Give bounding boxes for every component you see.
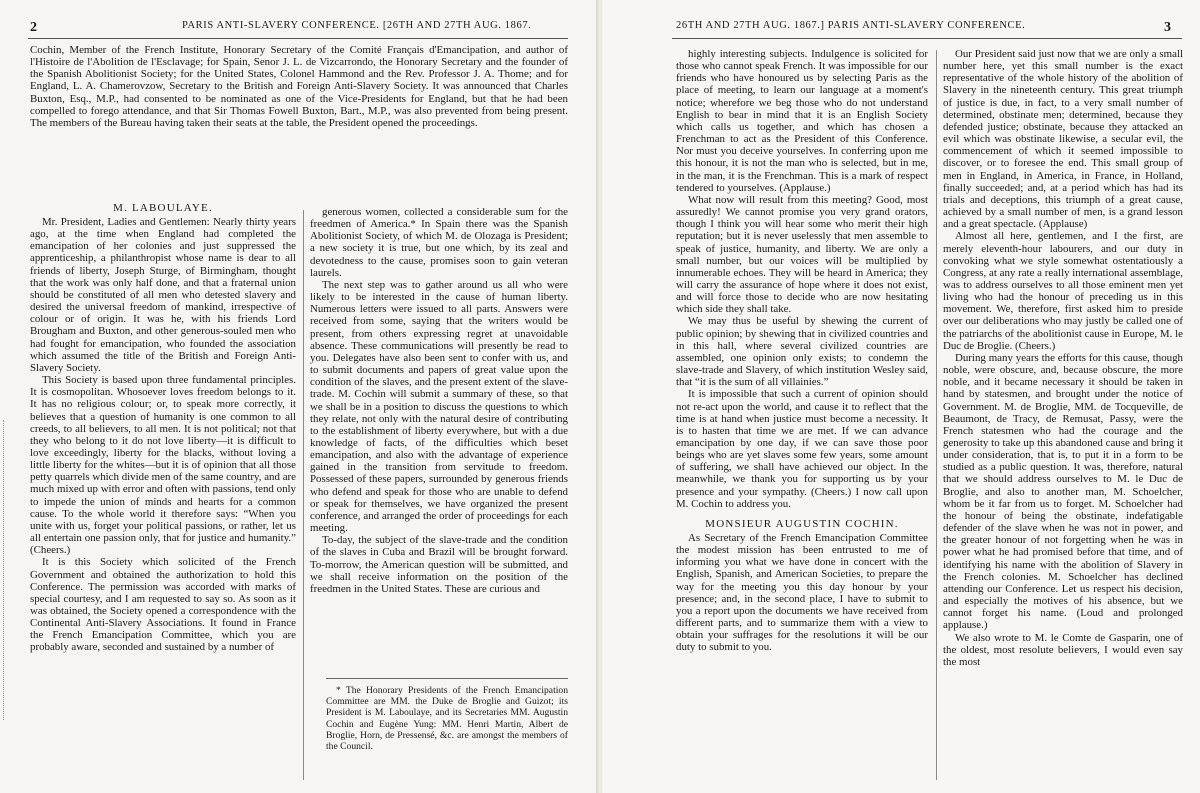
binding-edge-mark bbox=[3, 420, 8, 720]
page-number: 2 bbox=[30, 20, 37, 35]
footnote bbox=[326, 678, 568, 752]
paragraph: We may thus be useful by shewing the current of public opinion; by shewing that in civilized countries and in this hall, where several civilized countries are assembled, one opinion only exists; to condemn the slave-trade and Slavery, of which institution Wesley said, that “it is the sum of all villainies.” bbox=[676, 315, 928, 389]
paragraph: generous women, collected a considerable sum for the freedmen of America.* In Spain there was the Spanish Abolitionist Society, of which M. de Olozaga is President; a new society it is true, but one which, by its zeal and devotedness to the cause, promises soon to gain veteran laurels. bbox=[310, 206, 568, 279]
footnote-text: * The Honorary Presidents of the French Emancipation Committee are MM. the Duke de Broglie and Guizot; its President is M. Laboulaye, and its Secretaries MM. Augustin Cochin and Eugène Yung: MM. Henri Martin, Albert de Broglie, Horn, de Pressensé, &c. are amongst the members of the Council. bbox=[326, 685, 568, 753]
paragraph: Mr. President, Ladies and Gentlemen: Nearly thirty years ago, at the time when England had completed the emancipation of her colonies and just suppressed the apprenticeship, a philanthropist whose name is dear to all friends of liberty, Joseph Sturge, of Birmingham, thought that the work was only half done, and that a fraternal union should be constituted of all men who detested slavery and desired the universal freedom of mankind, irrespective of colour or of origin. It was he, with his friends Lord Brougham and Buxton, and other generous-souled men who had fought for emancipation, who founded the association which assumed the title of the British and Foreign Anti-Slavery Society. bbox=[30, 216, 296, 374]
header-rule bbox=[672, 38, 1182, 39]
intro-section bbox=[30, 44, 568, 194]
paragraph: Our President said just now that we are only a small number here, yet this small number is the exact representative of the whole history of the abolition of Slavery in the nineteenth century. This great triumph of justice is due, in fact, to a very small number of determined, obstinate men; determined, because they defended justice; obstinate, because they attacked an evil which was obstinate likewise, a secular evil, the commencement of which it seemed impossible to discover, or to foresee the end. This small group of men in England, in America, in France, in Holland, finally succeeded; and, at a period which has had its trials and deceptions, this triumph of a great cause, achieved by a small number of men, is a grand lesson and a great spectacle. (Applause) bbox=[943, 48, 1183, 231]
running-head: 26TH AND 27TH AUG. 1867.] PARIS ANTI-SLAVERY CONFERENCE. bbox=[676, 20, 1026, 31]
header-rule bbox=[28, 38, 568, 39]
right-page bbox=[602, 0, 1200, 793]
speaker-heading: MONSIEUR AUGUSTIN COCHIN. bbox=[705, 517, 899, 530]
paragraph: It is this Society which solicited of the French Government and obtained the authorization to hold this Conference. The permission was accorded with marks of special courtesy, and I am requested to say so. As soon as it was obtained, the Society opened a correspondence with the Continental Anti-Slavery Associations. It found in France the French Emancipation Committee, which you are probably aware, seconded and sustained by a number of bbox=[30, 556, 296, 654]
paragraph: We also wrote to M. le Comte de Gasparin, one of the oldest, most resolute believers, I would even say the most bbox=[943, 631, 1183, 668]
right-column-2 bbox=[943, 48, 1183, 793]
intro-paragraph: Cochin, Member of the French Institute, Honorary Secretary of the Comité Français d'Emancipation, and author of l'Histoire de l'Abolition de l'Esclavage; for Spain, Senor J. L. de Vizcarrondo, the Honorary Secretary and the founder of the Spanish Abolitionist Society; for the United States, Colonel Hammond and the Rev. Professor J. A. Thome; and for England, L. A. Chamerovzow, Secretary to the British and Foreign Anti-Slavery Society. It was announced that Charles Buxton, Esq., M.P., had consented to be nominated as one of the Vice-Presidents for England, but that he had been compelled to forego attendance, and that Sir Thomas Fowell Buxton, Bart., M.P., was also prevented from being present. The members of the Bureau having taken their seats at the table, the President opened the proceedings. bbox=[30, 44, 568, 129]
column-divider bbox=[303, 210, 304, 780]
left-column-1 bbox=[30, 198, 296, 793]
paragraph: This Society is based upon three fundamental principles. It is cosmopolitan. Whosoever loves freedom belongs to it. It has no religious colour; or, to speak more correctly, it believes that a question of humanity is one common to all creeds, to all believers, to all men. It is not political; not that they who belong to it do not love liberty—it is difficult to love exceedingly, liberty for the blacks, without loving a little liberty for the whites—but it is of opinion that all those petty quarrels which divide men of the same country, and are much mixed up with error and often with passions, tend only to impede the union of minds and hearts for a common cause. To the whole world it therefore says: “When you unite with us, forget your political passions, or rather, let us all entertain one passion only, that for justice and humanity.” (Cheers.) bbox=[30, 374, 296, 557]
paragraph: As Secretary of the French Emancipation Committee the modest mission has been entrusted to me of informing you what we have done in concert with the English, Spanish, and American Societies, to prepare the way for the meeting you this day honour by your presence; and, in the second place, I have to submit to you a report upon the documents we have received from different parts, and to summarize them with a view to obtain your suffrages for the resolutions it will be our duty to submit to you. bbox=[676, 531, 928, 654]
right-column-1 bbox=[676, 48, 928, 793]
paragraph: highly interesting subjects. Indulgence is solicited for those who cannot speak French. It was impossible for our friends who have honoured us by selecting Paris as the place of meeting, to learn our language at a moment's notice; wherefore we beg those who do not understand English to bear in mind that it is an English Society which calls us together, and which has chosen a Frenchman to act as the President of this Conference. Nor must you deceive yourselves. In conferring upon me this honour, it is not the man who is selected, but in me, in the man, it is the Frenchman. This is a mark of respect tendered to yourselves. (Applause.) bbox=[676, 48, 928, 194]
paragraph: During many years the efforts for this cause, though noble, were obscure, and, because obscure, the more noble, and it became necessary it should be taken in hand by statesmen, and brought under the notice of Government. M. de Broglie, MM. de Tocqueville, de Beaumont, de Tracy, de Remusat, Passy, were the French statesmen who had the courage and the generosity to take up this abandoned cause and bring it under consideration, that is, to put it in a form to be studied as a public question. It was, therefore, natural that we should address ourselves to M. le Duc de Broglie, and also to another man, M. Schoelcher, whom be it far from us to forget. M. Schoelcher had the honour of being the obstinate, indefatigable defender of the slave when he was not in power, and the greater honour of not forgetting when he was in power what he had promised before that time, and of identifying his name with the abolition of Slavery in the French colonies. M. Schoelcher has declined attending our Conference. Let us respect his decision, and especially the motives of his absence, but we cannot forget his name. (Loud and prolonged applause.) bbox=[943, 351, 1183, 632]
paragraph: The next step was to gather around us all who were likely to be interested in the cause of human liberty. Numerous letters were issued to all parts. Answers were received from some, saying that the writers would be present, from others expressing regret at unavoidable absence. These communications will presently be read to you. Delegates have also been sent to confer with us, and to submit documents and papers of great value upon the condition of the slaves, and the present extent of the slave-trade. M. Cochin will submit a summary of these, so that we shall be in a position to discuss the questions to which they relate, not only with the natural desire of contributing to the establishment of liberty everywhere, but with a due knowledge of facts, of the difficulties which beset emancipation, and also with the advantage of experience gained in the transition from servitude to freedom. Possessed of these papers, surrounded by generous friends who defend and speak for those who are unable to defend or speak for themselves, we have organized the present conference, and arranged the order of proceedings for each meeting. bbox=[310, 278, 568, 535]
page-number: 3 bbox=[1164, 20, 1171, 35]
column-divider bbox=[936, 50, 937, 780]
left-page bbox=[0, 0, 598, 793]
paragraph: Almost all here, gentlemen, and I the first, are merely eleventh-hour labourers, and our duty in convoking what we style somewhat ostentatiously a Congress, at any rate a really international assemblage, was to address ourselves to all those eminent men yet living who had the honour of preceding us in this movement. We, therefore, first asked him to preside over our deliberations who may justly be called one of the patriarchs of the abolitionist cause in Europe, M. le Duc de Broglie. (Cheers.) bbox=[943, 230, 1183, 352]
running-head: PARIS ANTI-SLAVERY CONFERENCE. [26TH AND 27TH AUG. 1867. bbox=[182, 20, 532, 31]
left-column-2 bbox=[310, 206, 568, 676]
paragraph: What now will result from this meeting? Good, most assuredly! We cannot promise you very grand orators, though I think you will hear some who merit their high reputation; but it is never uselessly that men assemble to speak of justice, humanity, and liberty. We are only a small number, but our voices will be multiplied by innumerable echoes. They will be heard in America; they will carry the assurance of hope where it does not exist, and will force those to decide who are now hesitating which side they shall take. bbox=[676, 193, 928, 316]
speaker-heading: M. LABOULAYE. bbox=[113, 202, 213, 214]
paragraph: It is impossible that such a current of opinion should not re-act upon the world, and cause it to reflect that the time is at hand when justice must become a necessity. It is to hasten that time we are met. If we can advance emancipation by one day, if we can save those poor beings who are yet slaves some few years, some amount of suffering, we shall have achieved our object. In the meanwhile, we thank you for supporting us by your presence and your sympathy. (Cheers.) I now call upon M. Cochin to address you. bbox=[676, 388, 928, 510]
paragraph: To-day, the subject of the slave-trade and the condition of the slaves in Cuba and Brazil will be brought forward. To-morrow, the American question will be submitted, and we shall receive information on the position of the freedmen in the United States. These are curious and bbox=[310, 534, 568, 595]
